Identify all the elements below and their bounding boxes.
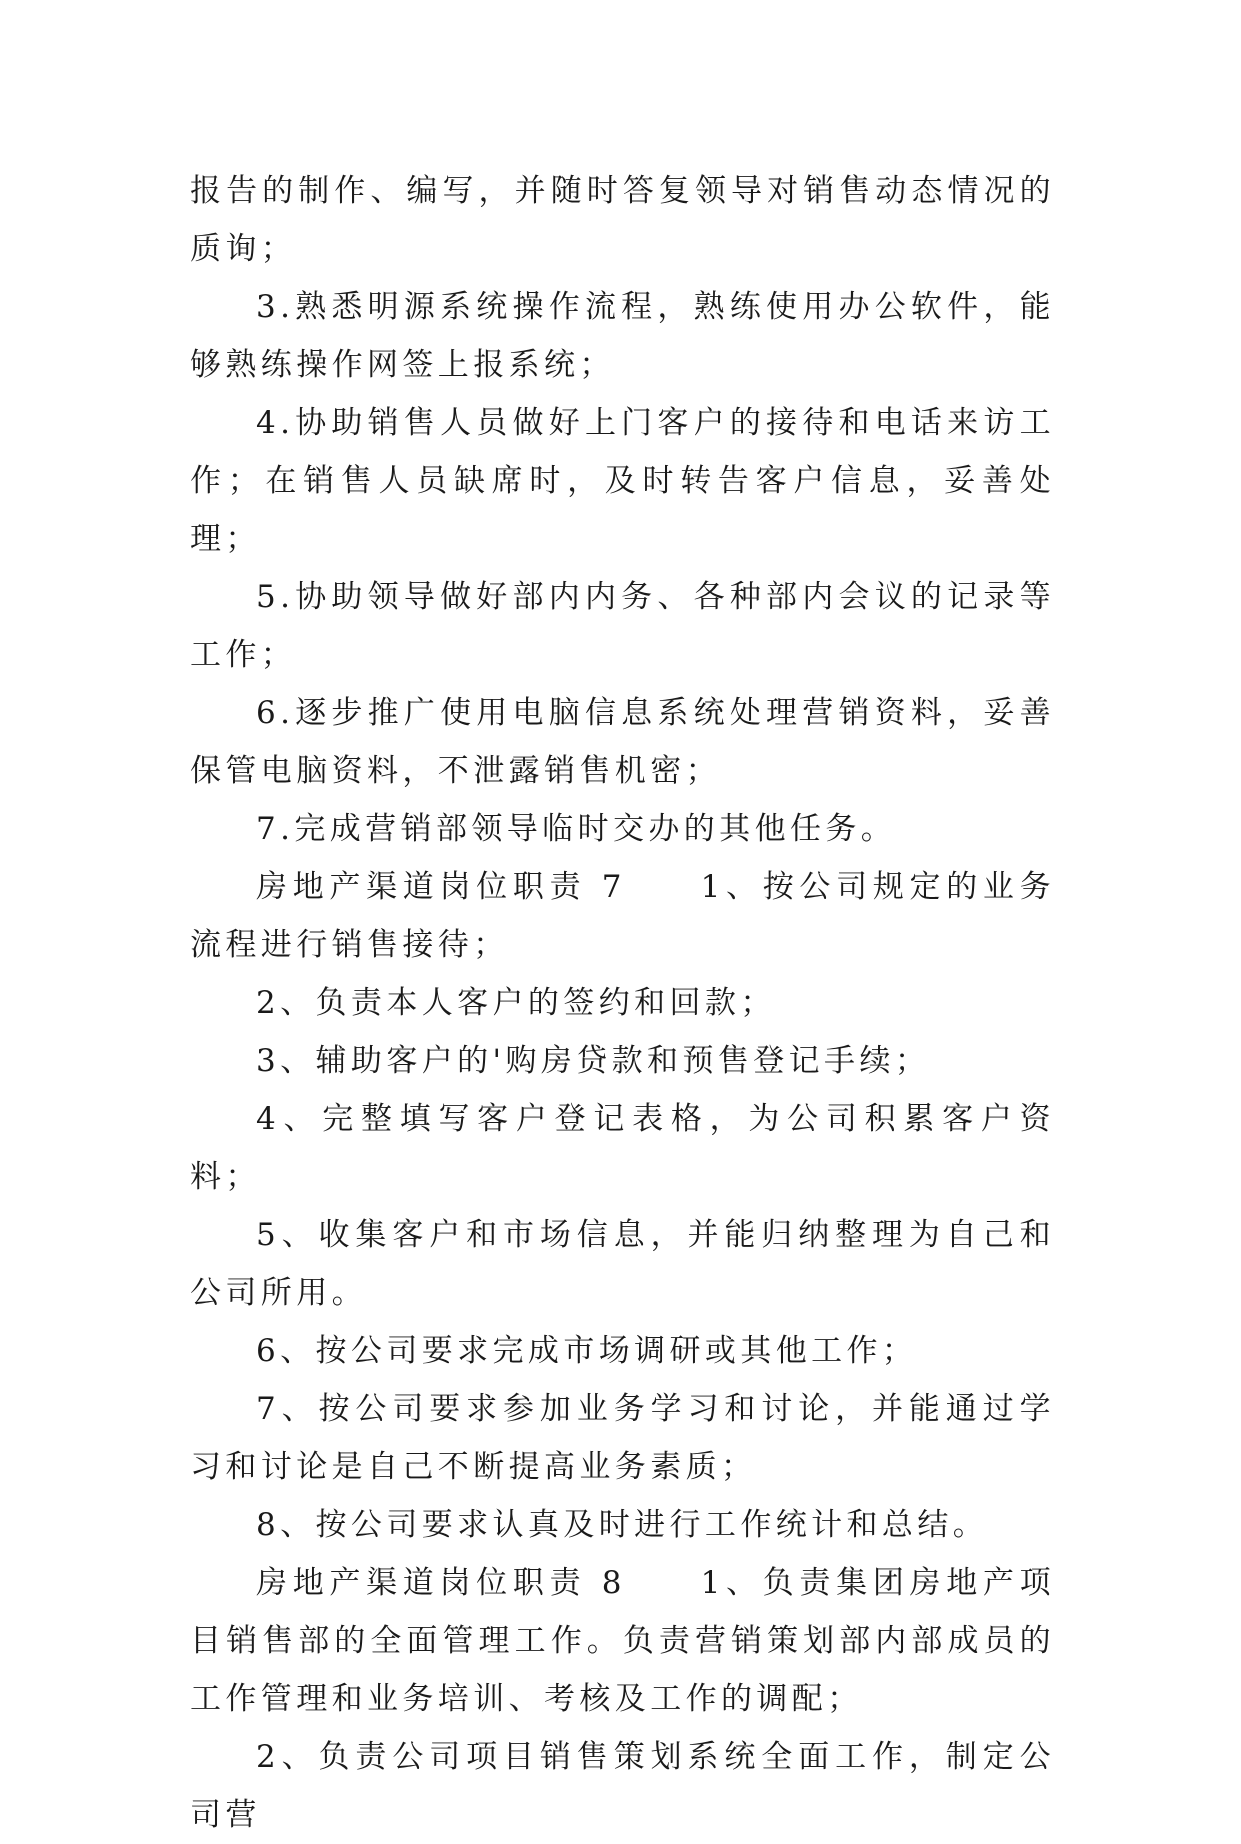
paragraph: 2、负责本人客户的签约和回款； xyxy=(256,985,776,1021)
paragraph: 2、负责公司项目销售策划系统全面工作，制定公司营 xyxy=(190,1739,1055,1833)
paragraph: 7、按公司要求参加业务学习和讨论，并能通过学习和讨论是自己不断提高业务素质； xyxy=(190,1391,1055,1485)
paragraph: 报告的制作、编写，并随时答复领导对销售动态情况的质询； xyxy=(190,173,1055,267)
section-heading-paragraph: 房地产渠道岗位职责 7 1、按公司规定的业务流程进行销售接待； xyxy=(190,869,1055,963)
section-heading-paragraph: 房地产渠道岗位职责 8 1、负责集团房地产项目销售部的全面管理工作。负责营销策划部内部成员的工作管理和业务培训、考核及工作的调配； xyxy=(190,1565,1055,1717)
paragraph: 5、收集客户和市场信息，并能归纳整理为自己和公司所用。 xyxy=(190,1217,1055,1311)
document-body xyxy=(190,162,1055,1844)
paragraph: 4、完整填写客户登记表格，为公司积累客户资料； xyxy=(190,1101,1055,1195)
paragraph: 3.熟悉明源系统操作流程，熟练使用办公软件，能够熟练操作网签上报系统； xyxy=(190,289,1055,383)
paragraph: 6.逐步推广使用电脑信息系统处理营销资料，妥善保管电脑资料，不泄露销售机密； xyxy=(190,695,1055,789)
paragraph: 8、按公司要求认真及时进行工作统计和总结。 xyxy=(256,1507,989,1543)
paragraph: 6、按公司要求完成市场调研或其他工作； xyxy=(256,1333,918,1369)
paragraph: 5.协助领导做好部内内务、各种部内会议的记录等工作； xyxy=(190,579,1055,673)
paragraph: 4.协助销售人员做好上门客户的接待和电话来访工作；在销售人员缺席时，及时转告客户信息，妥善处理； xyxy=(190,405,1055,557)
paragraph: 3、辅助客户的'购房贷款和预售登记手续； xyxy=(256,1043,931,1079)
paragraph: 7.完成营销部领导临时交办的其他任务。 xyxy=(256,811,897,847)
